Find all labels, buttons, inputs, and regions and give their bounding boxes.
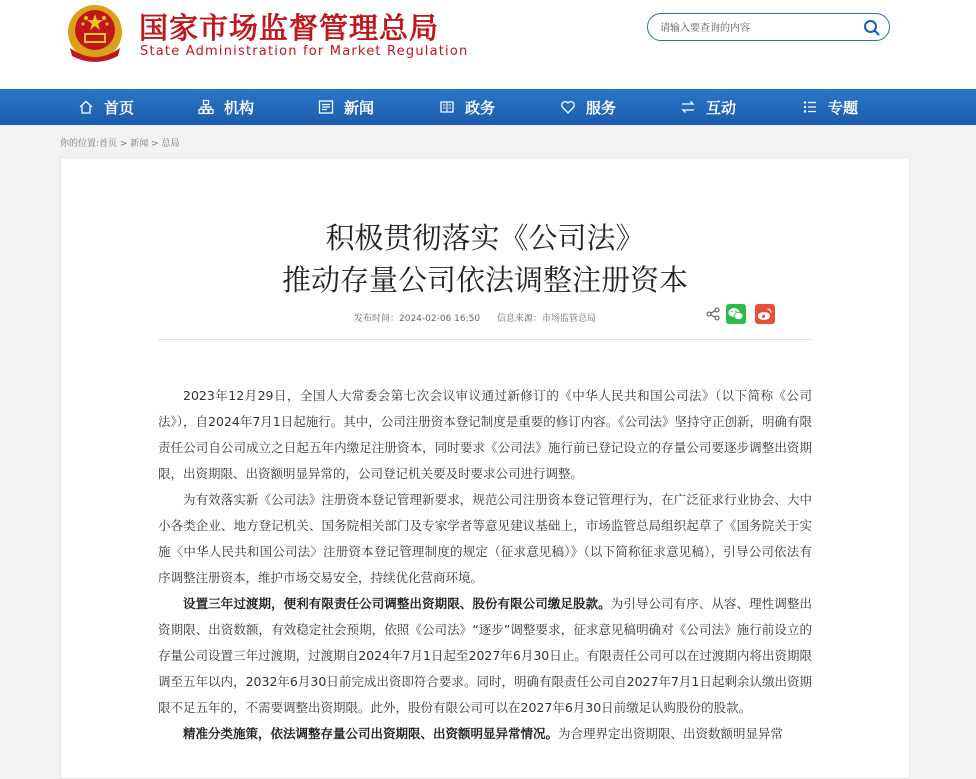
paragraph [158,721,812,747]
nav-label: 机构 [224,98,255,117]
search-icon[interactable] [862,18,882,38]
wechat-icon[interactable] [726,304,746,324]
nav-label: 新闻 [344,98,375,117]
nav-label: 专题 [828,98,859,117]
article-source: 信息来源：市场监管总局 [496,314,596,324]
org-chart-icon [198,99,214,115]
article-card [60,157,910,779]
paragraph: 2023年12月29日，全国人大常委会第七次会议审议通过新修订的《中华人民共和国公司法》（以下简称《公司法》），自2024年7月1日起施行。其中，公司注册资本登记制度是重要的修订内容。《公司法》坚持守正创新，明确有限责任公司自公司成立之日起五年内缴足注册资本，同时要求《公司法》施行前已登记设立的存量公司要逐步调整出资期限，出资期限、出资额明显异常的，公司登记机关要及时要求公司进行调整。 [158,388,812,481]
weibo-icon[interactable] [755,304,775,324]
paragraph-text: 为合理界定出资期限、出资数额明显异常 [558,726,784,741]
government-icon [439,99,455,115]
nav-item-news[interactable] [318,89,374,125]
site-header [0,0,976,89]
exchange-icon [680,99,696,115]
paragraph-text: 为引导公司有序、从容、理性调整出资期限、出资数额，有效稳定社会预期，依照《公司法》“逐步”调整要求，征求意见稿明确对《公司法》施行前设立的存量公司设置三年过渡期，过渡期自2024年7月1日起至2027年6月30日止。有限责任公司可以在过渡期内将出资期限调至五年以内，2032年6月30日前完成出资即符合要求。同时，明确有限责任公司自2027年7月1日起剩余认缴出资期限不足五年的，不需要调整出资期限。此外，股份有限公司可以在2027年6月30日前缴足认购股份的股款。 [158,596,812,715]
main-nav [0,89,976,125]
nav-item-government[interactable] [439,89,495,125]
home-icon [78,99,94,115]
paragraph [158,591,812,721]
paragraph-heading: 精准分类施策，依法调整存量公司出资期限、出资额明显异常情况。 [183,726,559,741]
publish-time: 发布时间：2024-02-06 16:50 [354,314,481,324]
search-box [647,13,890,41]
nav-item-home[interactable] [78,89,134,125]
nav-label: 首页 [104,98,135,117]
title-divider [158,339,812,340]
nav-item-topics[interactable] [802,89,858,125]
article-body [158,383,812,747]
paragraph: 为有效落实新《公司法》注册资本登记管理新要求，规范公司注册资本登记管理行为，在广泛征求行业协会、大中小各类企业、地方登记机关、国务院相关部门及专家学者等意见建议基础上，市场监管总局组织起草了《国务院关于实施〈中华人民共和国公司法〉注册资本登记管理制度的规定（征求意见稿）》（以下简称征求意见稿），引导公司依法有序调整注册资本，维护市场交易安全，持续优化营商环境。 [158,492,812,585]
search-input[interactable] [658,18,852,38]
site-subtitle-en: State Administration for Market Regulation [140,44,469,59]
nav-label: 服务 [586,98,617,117]
nav-label: 政务 [465,98,496,117]
share-icon[interactable] [706,307,720,321]
nav-item-interaction[interactable] [680,89,736,125]
nav-label: 互动 [706,98,737,117]
news-icon [318,99,334,115]
list-icon [802,99,818,115]
nav-item-service[interactable] [560,89,616,125]
breadcrumb[interactable]: 你的位置:首页 > 新闻 > 总局 [60,139,180,149]
paragraph-heading: 设置三年过渡期，便利有限责任公司调整出资期限、股份有限公司缴足股款。 [183,596,611,611]
site-title: 国家市场监督管理总局 [139,11,440,45]
article-title-line1: 积极贯彻落实《公司法》 [325,221,645,255]
national-emblem-icon[interactable] [64,2,126,66]
article-meta [354,311,610,324]
heart-icon [560,99,576,115]
article-title-line2: 推动存量公司依法调整注册资本 [281,263,688,297]
nav-item-org[interactable] [198,89,254,125]
